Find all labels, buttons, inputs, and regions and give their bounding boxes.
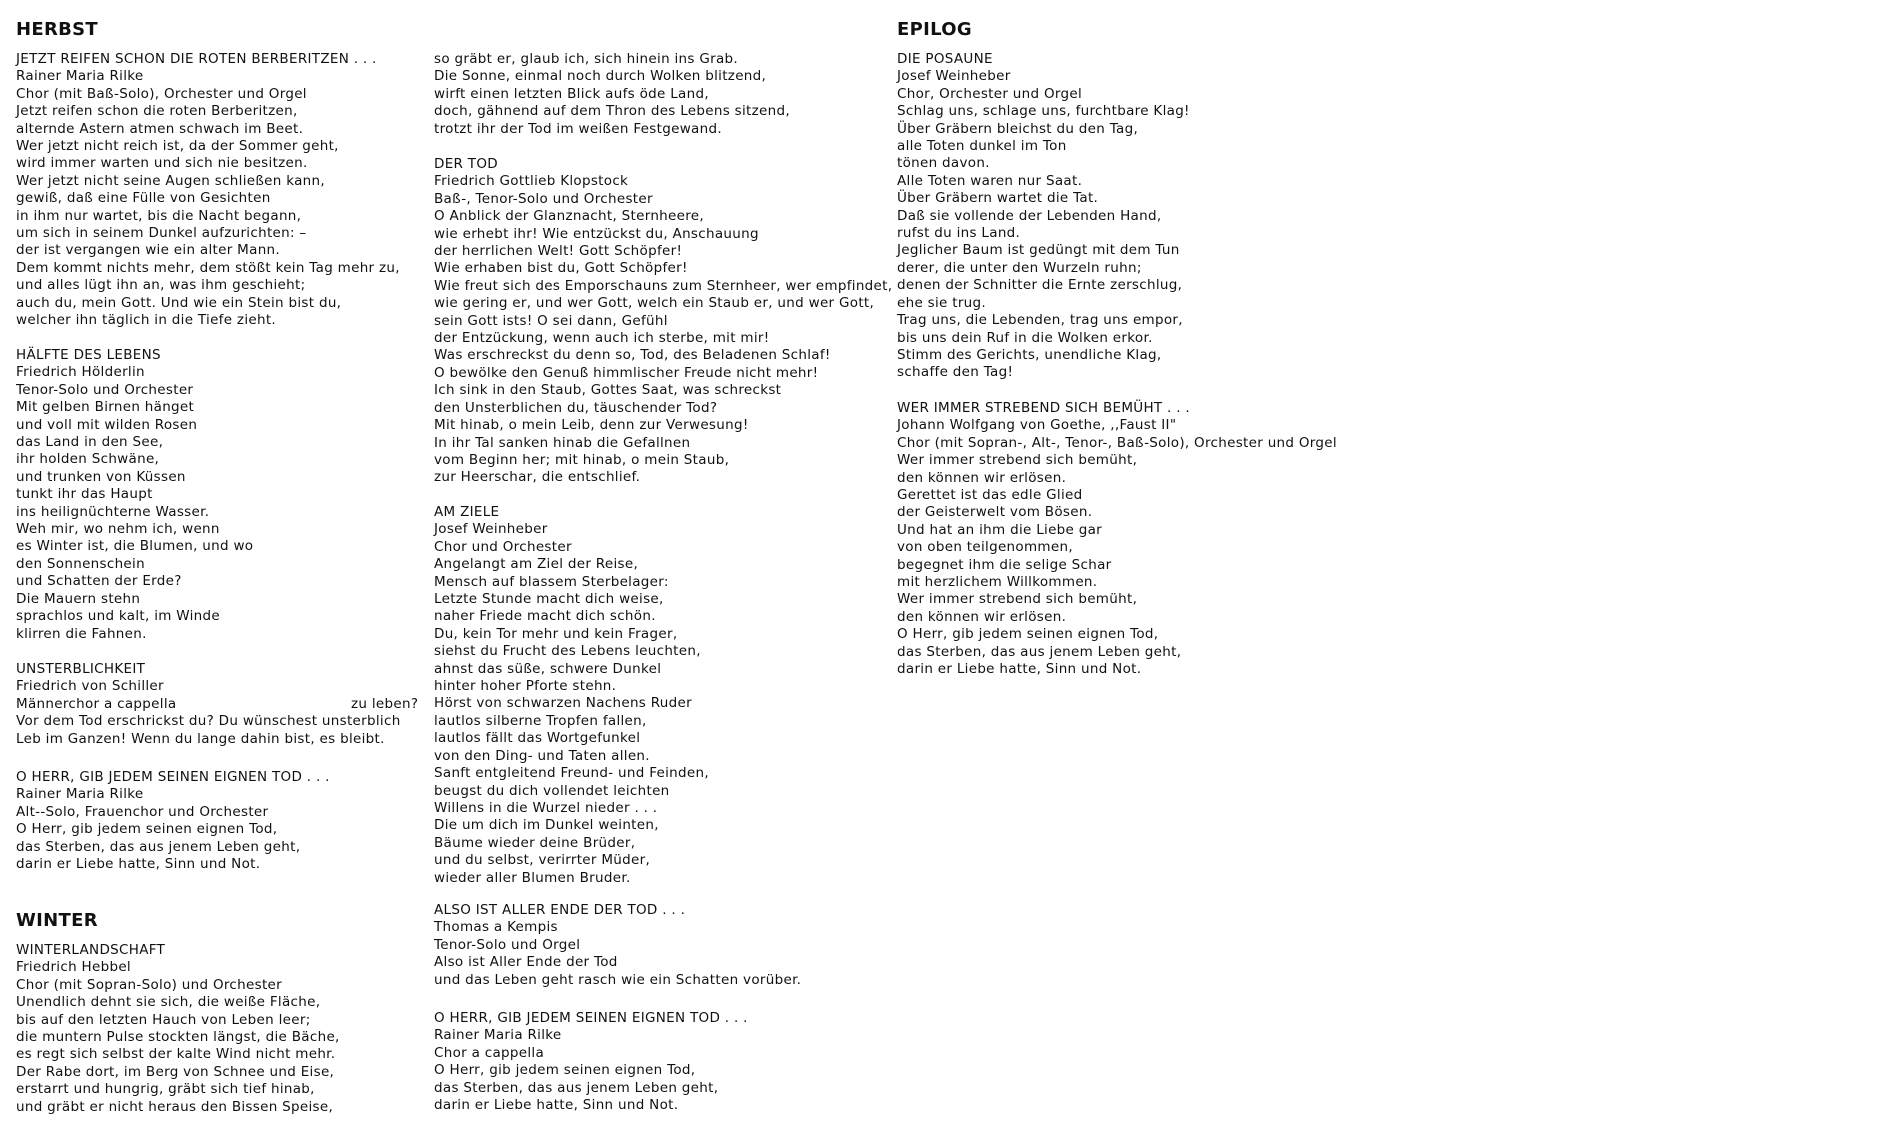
verse-line: Alle Toten waren nur Saat.	[897, 172, 1083, 189]
poem-scoring: Chor, Orchester und Orgel	[897, 85, 1083, 102]
verse-line: gewiß, daß eine Fülle von Gesichten	[16, 190, 271, 207]
verse-line: welcher ihn täglich in die Tiefe zieht.	[16, 312, 277, 329]
verse-line: rufst du ins Land.	[897, 225, 1021, 242]
poem-title: WER IMMER STREBEND SICH BEMÜHT . . .	[897, 400, 1191, 416]
verse-line: und gräbt er nicht heraus den Bissen Speise,	[16, 1098, 334, 1115]
verse-line: in ihm nur wartet, bis die Nacht begann,	[16, 207, 302, 224]
verse-line: O Anblick der Glanznacht, Sternheere,	[434, 208, 704, 225]
verse-line: es regt sich selbst der kalte Wind nicht mehr.	[16, 1046, 336, 1063]
poem-title: ALSO IST ALLER ENDE DER TOD . . .	[434, 902, 686, 918]
poem-author: Josef Weinheber	[897, 68, 1011, 85]
verse-line: Dem kommt nichts mehr, dem stößt kein Tag mehr zu,	[16, 259, 400, 276]
verse-line: Leb im Ganzen! Wenn du lange dahin bist, es bleibt.	[16, 730, 385, 747]
verse-line: sein Gott ists! O sei dann, Gefühl	[434, 312, 668, 329]
verse-line: beugst du dich vollendet leichten	[434, 782, 670, 799]
verse-line: um sich in seinem Dunkel aufzurichten: –	[16, 225, 307, 242]
verse-line: Stimm des Gerichts, unendliche Klag,	[897, 346, 1162, 363]
verse-line: alternde Astern atmen schwach im Beet.	[16, 120, 304, 137]
verse-line: die muntern Pulse stockten längst, die Bäche,	[16, 1029, 340, 1046]
verse-line: trotzt ihr der Tod im weißen Festgewand.	[434, 120, 722, 137]
verse-line: von den Ding- und Taten allen.	[434, 747, 650, 764]
verse-line: erstarrt und hungrig, gräbt sich tief hinab,	[16, 1081, 315, 1098]
verse-line: und alles lügt ihn an, was ihm geschieht;	[16, 277, 306, 294]
verse-line: und du selbst, verirrter Müder,	[434, 852, 651, 869]
verse-line: Was erschreckst du denn so, Tod, des Beladenen Schlaf!	[434, 347, 831, 364]
poem-title: AM ZIELE	[434, 504, 500, 520]
poem-scoring: Männerchor a cappella	[16, 695, 177, 712]
verse-line: das Sterben, das aus jenem Leben geht,	[434, 1079, 719, 1096]
verse-line: schaffe den Tag!	[897, 364, 1014, 381]
poem-scoring: Baß-, Tenor-Solo und Orchester	[434, 190, 653, 207]
verse-line: den können wir erlösen.	[897, 608, 1067, 625]
poem-title: DIE POSAUNE	[897, 51, 993, 67]
verse-line: Mensch auf blassem Sterbelager:	[434, 573, 669, 590]
verse-line: Wer jetzt nicht reich ist, da der Sommer geht,	[16, 138, 339, 155]
verse-line: O Herr, gib jedem seinen eignen Tod,	[897, 626, 1159, 643]
verse-line: darin er Liebe hatte, Sinn und Not.	[897, 661, 1142, 678]
verse-line: das Land in den See,	[16, 434, 164, 451]
verse-line: ins heilignüchterne Wasser.	[16, 503, 210, 520]
section-title: WINTER	[16, 910, 98, 931]
poem-title: DER TOD	[434, 156, 498, 172]
verse-line: klirren die Fahnen.	[16, 625, 147, 642]
poem-scoring: Chor und Orchester	[434, 538, 572, 555]
poem-title: JETZT REIFEN SCHON DIE ROTEN BERBERITZEN . . .	[16, 51, 377, 67]
verse-line: ihr holden Schwäne,	[16, 451, 160, 468]
poem-author: Rainer Maria Rilke	[16, 786, 144, 803]
verse-line: naher Friede macht dich schön.	[434, 608, 656, 625]
verse-line: darin er Liebe hatte, Sinn und Not.	[434, 1097, 679, 1114]
verse-line: von oben teilgenommen,	[897, 539, 1073, 556]
verse-line: mit herzlichem Willkommen.	[897, 574, 1098, 591]
verse-line: derer, die unter den Wurzeln ruhn;	[897, 259, 1142, 276]
poem-author: Johann Wolfgang von Goethe, ,,Faust II"	[897, 417, 1177, 434]
poem-scoring: Chor (mit Sopran-Solo) und Orchester	[16, 976, 283, 993]
verse-line: so gräbt er, glaub ich, sich hinein ins Grab.	[434, 51, 738, 67]
poem-scoring: Tenor-Solo und Orchester	[16, 381, 194, 398]
poem-author: Josef Weinheber	[434, 521, 548, 538]
verse-line: ahnst das süße, schwere Dunkel	[434, 660, 662, 677]
verse-line: auch du, mein Gott. Und wie ein Stein bist du,	[16, 294, 342, 311]
verse-line: den können wir erlösen.	[897, 469, 1067, 486]
verse-line: und voll mit wilden Rosen	[16, 416, 198, 433]
verse-line: vom Beginn her; mit hinab, o mein Staub,	[434, 451, 730, 468]
verse-line: der herrlichen Welt! Gott Schöpfer!	[434, 243, 683, 260]
verse-line: bis auf den letzten Hauch von Leben leer;	[16, 1011, 311, 1028]
verse-line: wie gering er, und wer Gott, welch ein Staub er, und wer Gott,	[434, 295, 875, 312]
verse-line: O bewölke den Genuß himmlischer Freude nicht mehr!	[434, 364, 819, 381]
verse-line: lautlos silberne Tropfen fallen,	[434, 712, 647, 729]
verse-line: In ihr Tal sanken hinab die Gefallnen	[434, 434, 691, 451]
poem-scoring: Chor a cappella	[434, 1044, 545, 1061]
verse-line: Wie freut sich des Emporschauns zum Sternheer, wer empfindet,	[434, 277, 893, 294]
verse-line: doch, gähnend auf dem Thron des Lebens sitzend,	[434, 103, 790, 120]
poem-title: O HERR, GIB JEDEM SEINEN EIGNEN TOD . . .	[16, 769, 330, 785]
poem-title: O HERR, GIB JEDEM SEINEN EIGNEN TOD . . .	[434, 1010, 748, 1026]
verse-line: der ist vergangen wie ein alter Mann.	[16, 242, 280, 259]
column-3	[897, 0, 1337, 1138]
poem-author: Thomas a Kempis	[434, 919, 558, 936]
verse-line: Gerettet ist das edle Glied	[897, 487, 1083, 504]
verse-line: wieder aller Blumen Bruder.	[434, 869, 631, 886]
verse-line: Mit gelben Birnen hänget	[16, 399, 195, 416]
poem-author: Rainer Maria Rilke	[16, 68, 144, 85]
verse-line: das Sterben, das aus jenem Leben geht,	[897, 643, 1182, 660]
verse-line: Jetzt reifen schon die roten Berberitzen,	[16, 103, 298, 120]
verse-line: Ich sink in den Staub, Gottes Saat, was schreckst	[434, 382, 782, 399]
verse-line: Jeglicher Baum ist gedüngt mit dem Tun	[897, 242, 1180, 259]
verse-line: Angelangt am Ziel der Reise,	[434, 556, 639, 573]
verse-line: wird immer warten und sich nie besitzen.	[16, 155, 308, 172]
section-title: EPILOG	[897, 19, 972, 40]
poem-author: Friedrich Hölderlin	[16, 364, 145, 381]
verse-line: Die Sonne, einmal noch durch Wolken blitzend,	[434, 68, 767, 85]
verse-line: Hörst von schwarzen Nachens Ruder	[434, 695, 692, 712]
poem-author: Friedrich Gottlieb Klopstock	[434, 173, 629, 190]
verse-line: O Herr, gib jedem seinen eignen Tod,	[434, 1062, 696, 1079]
poem-scoring: Tenor-Solo und Orgel	[434, 936, 581, 953]
section-herbst	[16, 19, 1016, 41]
verse-line: und Schatten der Erde?	[16, 573, 182, 590]
verse-line: tunkt ihr das Haupt	[16, 486, 153, 503]
verse-line: Bäume wieder deine Brüder,	[434, 834, 636, 851]
verse-line: Wer immer strebend sich bemüht,	[897, 452, 1138, 469]
poem-author: Rainer Maria Rilke	[434, 1027, 562, 1044]
verse-line: Die um dich im Dunkel weinten,	[434, 817, 659, 834]
verse-line: wie erhebt ihr! Wie entzückst du, Anschauung	[434, 225, 759, 242]
verse-line: Sanft entgleitend Freund- und Feinden,	[434, 765, 709, 782]
verse-line: Wer immer strebend sich bemüht,	[897, 591, 1138, 608]
verse-line: Mit hinab, o mein Leib, denn zur Verwesung!	[434, 417, 749, 434]
verse-line: und trunken von Küssen	[16, 468, 186, 485]
verse-line: Wer jetzt nicht seine Augen schließen kann,	[16, 172, 325, 189]
verse-line: Du, kein Tor mehr und kein Frager,	[434, 625, 678, 642]
verse-line: Willens in die Wurzel nieder . . .	[434, 799, 658, 816]
verse-line-ending: zu leben?	[351, 695, 419, 712]
verse-line: O Herr, gib jedem seinen eignen Tod,	[16, 821, 278, 838]
verse-line: wirft einen letzten Blick aufs öde Land,	[434, 85, 709, 102]
verse-line: den Unsterblichen du, täuschender Tod?	[434, 399, 718, 416]
verse-line: bis uns dein Ruf in die Wolken erkor.	[897, 329, 1153, 346]
poem-scoring: Chor (mit Baß-Solo), Orchester und Orgel	[16, 85, 307, 102]
poem-author: Friedrich von Schiller	[16, 678, 164, 695]
verse-line: Die Mauern stehn	[16, 590, 141, 607]
verse-line: Der Rabe dort, im Berg von Schnee und Eise,	[16, 1063, 335, 1080]
section-title: HERBST	[16, 19, 98, 40]
verse-line: Letzte Stunde macht dich weise,	[434, 591, 664, 608]
verse-line: Über Gräbern wartet die Tat.	[897, 190, 1099, 207]
poem-author: Friedrich Hebbel	[16, 959, 131, 976]
verse-line: begegnet ihm die selige Schar	[897, 556, 1112, 573]
verse-line: Schlag uns, schlage uns, furchtbare Klag!	[897, 103, 1190, 120]
poem-title: UNSTERBLICHKEIT	[16, 661, 146, 677]
verse-line: lautlos fällt das Wortgefunkel	[434, 730, 641, 747]
verse-line: darin er Liebe hatte, Sinn und Not.	[16, 856, 261, 873]
verse-line: denen der Schnitter die Ernte zerschlug,	[897, 277, 1183, 294]
verse-line: es Winter ist, die Blumen, und wo	[16, 538, 254, 555]
verse-line: den Sonnenschein	[16, 555, 145, 572]
verse-line: und das Leben geht rasch wie ein Schatten vorüber.	[434, 971, 802, 988]
verse-line: Und hat an ihm die Liebe gar	[897, 521, 1103, 538]
verse-line: zur Heerschar, die entschlief.	[434, 469, 641, 486]
verse-line: Wie erhaben bist du, Gott Schöpfer!	[434, 260, 688, 277]
verse-line: Trag uns, die Lebenden, trag uns empor,	[897, 312, 1183, 329]
verse-line: Unendlich dehnt sie sich, die weiße Fläche,	[16, 994, 321, 1011]
verse-line: Über Gräbern bleichst du den Tag,	[897, 120, 1139, 137]
poem-wer-immer-strebend	[897, 400, 1897, 679]
verse-line: der Entzückung, wenn auch ich sterbe, mit mir!	[434, 330, 770, 347]
verse-line: Weh mir, wo nehm ich, wenn	[16, 521, 220, 538]
poem-title: HÄLFTE DES LEBENS	[16, 347, 161, 363]
verse-line: der Geisterwelt vom Bösen.	[897, 504, 1093, 521]
verse-line: alle Toten dunkel im Ton	[897, 138, 1067, 155]
verse-line: hinter hoher Pforte stehn.	[434, 678, 617, 695]
verse-line: Also ist Aller Ende der Tod	[434, 954, 618, 971]
verse-line: das Sterben, das aus jenem Leben geht,	[16, 838, 301, 855]
verse-line: sprachlos und kalt, im Winde	[16, 608, 221, 625]
section-epilog	[897, 19, 1897, 41]
poem-die-posaune	[897, 51, 1897, 382]
verse-line: ehe sie trug.	[897, 294, 986, 311]
poem-title: WINTERLANDSCHAFT	[16, 942, 166, 958]
verse-line: Vor dem Tod erschrickst du? Du wünschest unsterblich	[16, 713, 401, 730]
poem-scoring: Chor (mit Sopran-, Alt-, Tenor-, Baß-Solo), Orchester und Orgel	[897, 434, 1337, 451]
verse-line: tönen davon.	[897, 155, 990, 172]
poem-scoring: Alt--Solo, Frauenchor und Orchester	[16, 803, 269, 820]
verse-line: siehst du Frucht des Lebens leuchten,	[434, 643, 701, 660]
verse-line: Daß sie vollende der Lebenden Hand,	[897, 207, 1162, 224]
